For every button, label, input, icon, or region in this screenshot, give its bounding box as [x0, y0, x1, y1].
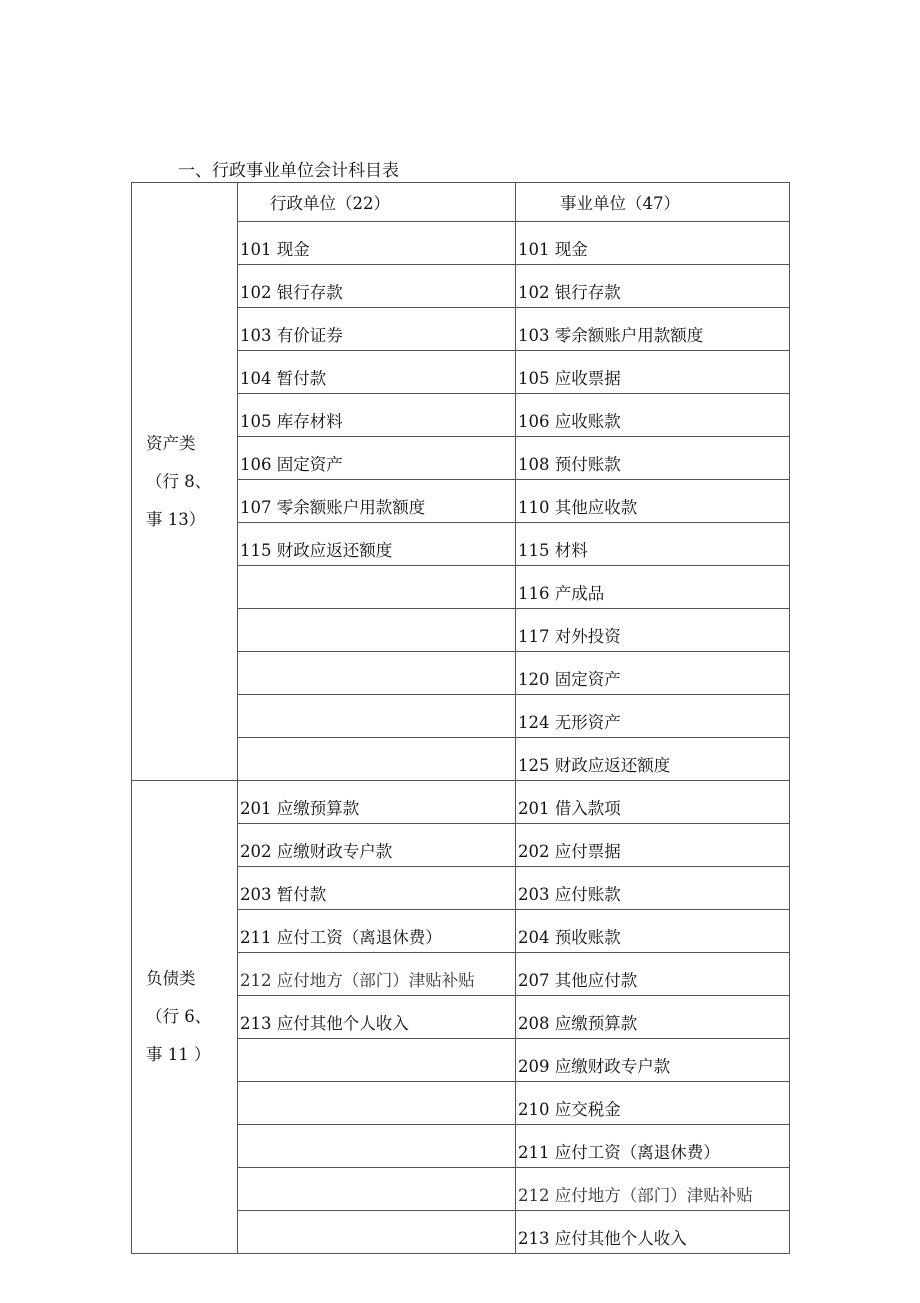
institution-account-cell: 209 应缴财政专户款 [516, 1039, 790, 1082]
admin-account-cell: 212 应付地方（部门）津贴补贴 [238, 953, 516, 996]
category-liabilities-line: （行 6、 [146, 1007, 212, 1026]
admin-account-cell [238, 1211, 516, 1254]
institution-account-cell: 108 预付账款 [516, 437, 790, 480]
category-liabilities-line: 负债类 [146, 969, 196, 988]
table-row [132, 781, 790, 824]
institution-account-cell: 213 应付其他个人收入 [516, 1211, 790, 1254]
institution-account-cell: 120 固定资产 [516, 652, 790, 695]
institution-account-cell: 210 应交税金 [516, 1082, 790, 1125]
admin-account-cell [238, 566, 516, 609]
institution-account-cell: 204 预收账款 [516, 910, 790, 953]
admin-account-cell: 107 零余额账户用款额度 [238, 480, 516, 523]
admin-account-cell [238, 652, 516, 695]
institution-account-cell: 125 财政应返还额度 [516, 738, 790, 781]
admin-account-cell: 101 现金 [238, 222, 516, 265]
admin-account-cell [238, 695, 516, 738]
admin-account-cell: 115 财政应返还额度 [238, 523, 516, 566]
institution-account-cell: 212 应付地方（部门）津贴补贴 [516, 1168, 790, 1211]
institution-account-cell: 208 应缴预算款 [516, 996, 790, 1039]
category-assets [132, 183, 238, 781]
admin-account-cell: 102 银行存款 [238, 265, 516, 308]
admin-account-cell: 104 暂付款 [238, 351, 516, 394]
institution-account-cell: 115 材料 [516, 523, 790, 566]
admin-account-cell: 103 有价证券 [238, 308, 516, 351]
column-header-institution: 事业单位（47） [516, 183, 790, 222]
admin-account-cell [238, 1082, 516, 1125]
institution-account-cell: 201 借入款项 [516, 781, 790, 824]
admin-account-cell: 106 固定资产 [238, 437, 516, 480]
table-header-row [132, 183, 790, 222]
institution-account-cell: 106 应收账款 [516, 394, 790, 437]
admin-account-cell: 201 应缴预算款 [238, 781, 516, 824]
admin-account-cell: 105 库存材料 [238, 394, 516, 437]
admin-account-cell: 203 暂付款 [238, 867, 516, 910]
institution-account-cell: 105 应收票据 [516, 351, 790, 394]
institution-account-cell: 117 对外投资 [516, 609, 790, 652]
institution-account-cell: 116 产成品 [516, 566, 790, 609]
institution-account-cell: 101 现金 [516, 222, 790, 265]
admin-account-cell: 202 应缴财政专户款 [238, 824, 516, 867]
category-assets-line: 资产类 [146, 433, 196, 453]
institution-account-cell: 211 应付工资（离退休费） [516, 1125, 790, 1168]
admin-account-cell [238, 1039, 516, 1082]
institution-account-cell: 203 应付账款 [516, 867, 790, 910]
institution-account-cell: 207 其他应付款 [516, 953, 790, 996]
institution-account-cell: 110 其他应收款 [516, 480, 790, 523]
category-liabilities [132, 781, 238, 1254]
institution-account-cell: 102 银行存款 [516, 265, 790, 308]
admin-account-cell [238, 609, 516, 652]
institution-account-cell: 202 应付票据 [516, 824, 790, 867]
category-liabilities-line: 事 11 ） [146, 1045, 211, 1064]
category-assets-line: （行 8、 [146, 471, 212, 491]
admin-account-cell: 213 应付其他个人收入 [238, 996, 516, 1039]
institution-account-cell: 124 无形资产 [516, 695, 790, 738]
admin-account-cell [238, 1168, 516, 1211]
admin-account-cell: 211 应付工资（离退休费） [238, 910, 516, 953]
column-header-admin: 行政单位（22） [238, 183, 516, 222]
institution-account-cell: 103 零余额账户用款额度 [516, 308, 790, 351]
accounting-subjects-table [131, 182, 790, 1254]
admin-account-cell [238, 738, 516, 781]
page-heading: 一、行政事业单位会计科目表 [178, 161, 399, 181]
admin-account-cell [238, 1125, 516, 1168]
category-assets-line: 事 13） [146, 509, 206, 529]
